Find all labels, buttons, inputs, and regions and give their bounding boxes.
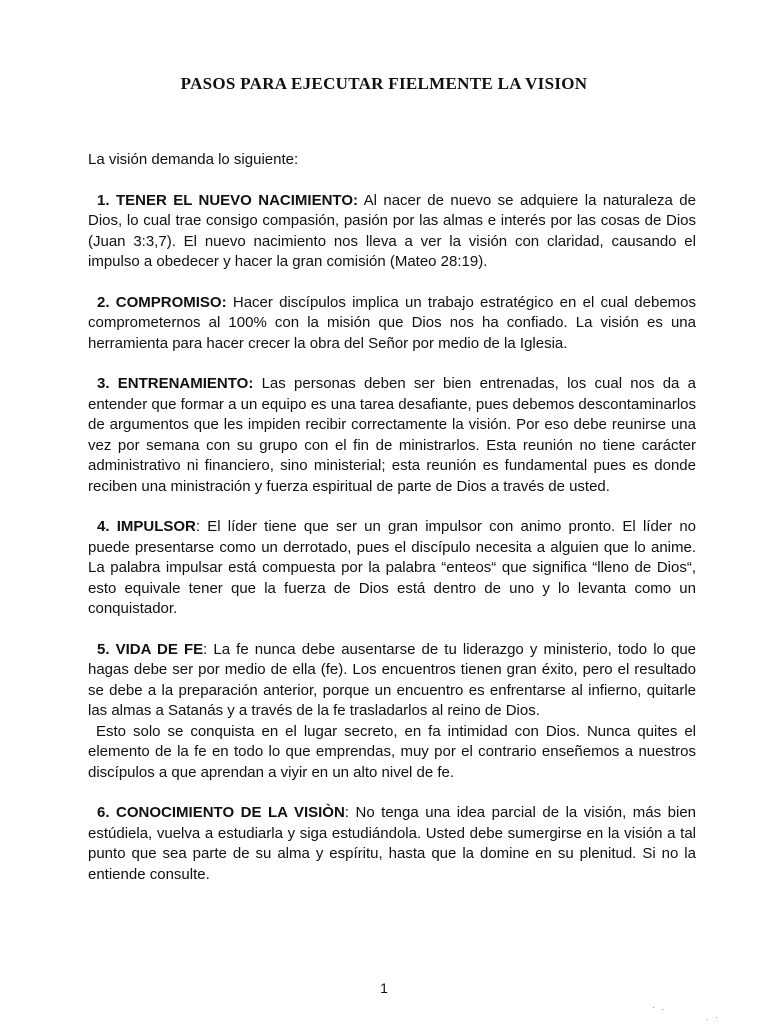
section-6 <box>88 803 696 885</box>
section-paragraph <box>88 640 696 722</box>
section-body: Al nacer de nuevo se adquiere la naturaleza de Dios, lo cual trae consigo compasión, pasión por las almas e interés por las cosas de Dios (Juan 3:3,7). El nuevo nacimiento nos lleva a ver la visión con claridad, causando el impulso a obedecer y hacer la gran comisión (Mateo 28:19). <box>88 191 696 270</box>
section-body: Las personas deben ser bien entrenadas, los cual nos da a entender que formar a un equipo es una tarea desafiante, pues debemos descontaminarlos de argumentos que les impiden recibir correctamente la visión. Por eso debe reunirse una vez por semana con su grupo con el fin de ministrarlos. Esta reunión no tiene carácter administrativo ni financiero, sino ministerial; esta reunión es fundamental pues es donde reciben una ministración y fuerza espiritual de parte de Dios a través de usted. <box>88 375 696 495</box>
section-number: 4. <box>97 518 110 535</box>
section-number: 6. <box>97 804 110 821</box>
document-body <box>88 150 696 905</box>
scan-artifact-mark: . · <box>706 1012 720 1022</box>
page-title: PASOS PARA EJECUTAR FIELMENTE LA VISION <box>180 74 588 93</box>
section-2 <box>88 293 696 355</box>
section-continuation: Esto solo se conquista en el lugar secreto, en fa intimidad con Dios. Nunca quites el elemento de la fe en todo lo que emprendas, muy por el contrario enseñemos a nuestros discípulos a que aprendan a viyir en un alto nivel de fe. <box>88 722 696 781</box>
section-paragraph <box>88 517 696 620</box>
section-4 <box>88 517 696 620</box>
section-number: 2. <box>97 293 110 311</box>
page-number: 1 <box>380 980 388 996</box>
section-paragraph <box>88 803 696 885</box>
section-number: 5. <box>97 640 110 658</box>
section-paragraph <box>88 191 696 273</box>
section-heading: CONOCIMIENTO DE LA VISIÒN <box>116 804 345 821</box>
section-body: : La fe nunca debe ausentarse de tu liderazgo y ministerio, todo lo que hagas debe ser por medio de ella (fe). Los encuentros tienen gran éxito, pero el resultado se debe a la preparación anterior, porque un encuentro es enfrentarse al infierno, quitarle las almas a Satanás y a través de la fe trasladarlos al reino de Dios. <box>88 640 697 719</box>
section-5 <box>88 640 696 784</box>
section-body: : No tenga una idea parcial de la visión, más bien estúdiela, vuelva a estudiarla y siga estudiándola. Usted debe sumergirse en la visión a tal punto que sea parte de su alma y espíritu, hasta que la domine en su plenitud. Si no la entiende consulte. <box>88 804 697 883</box>
section-3 <box>88 374 696 497</box>
intro-text: La visión demanda lo siguiente: <box>88 151 299 168</box>
section-1 <box>88 191 696 273</box>
section-paragraph <box>88 293 696 355</box>
section-body: : El líder tiene que ser un gran impulsor con animo pronto. El líder no puede presentarse como un derrotado, pues el discípulo necesita a alguien que lo anime. La palabra impulsar está compuesta por la palabra “enteos“ que significa “lleno de Dios“, esto equivale tener que la fuerza de Dios está dentro de uno y lo levanta como un conquistador. <box>88 518 697 617</box>
scan-artifact-mark: · . <box>652 1002 666 1012</box>
section-number: 1. <box>97 191 110 209</box>
section-heading: IMPULSOR <box>116 518 196 535</box>
section-heading: TENER EL NUEVO NACIMIENTO: <box>115 191 358 209</box>
section-body: Hacer discípulos implica un trabajo estratégico en el cual debemos comprometernos al 100% con la misión que Dios nos ha confiado. La visión es una herramienta para hacer crecer la obra del Señor por medio de la Iglesia. <box>88 293 696 352</box>
section-heading: ENTRENAMIENTO: <box>117 375 254 392</box>
section-paragraph <box>88 374 696 497</box>
section-heading: COMPROMISO: <box>115 293 227 311</box>
section-heading: VIDA DE FE <box>115 640 204 658</box>
section-number: 3. <box>97 375 110 392</box>
